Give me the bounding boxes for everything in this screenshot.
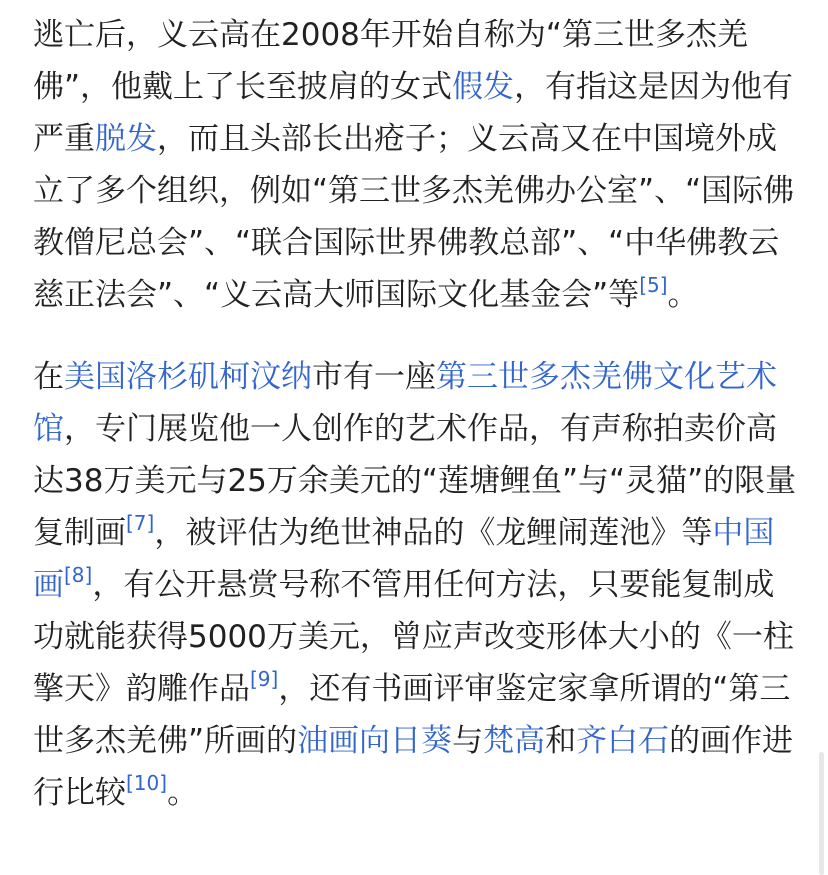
paragraph-text: 。 xyxy=(167,775,199,811)
scrollbar-thumb[interactable] xyxy=(819,752,824,875)
paragraph-text: 。 xyxy=(667,277,699,313)
link-van-gogh[interactable]: 梵高 xyxy=(483,723,546,759)
link-covina-los-angeles[interactable]: 美国洛杉矶柯汶纳 xyxy=(64,359,312,395)
paragraph-text: 和 xyxy=(545,723,577,759)
paragraph-text: ，有公开悬赏号称不管用任何方法，只要能复制成功就能获得5000万美元，曾应声改变形体大小的《一柱擎天》韵雕作品 xyxy=(33,567,794,707)
reference-10-link[interactable]: [10] xyxy=(126,771,168,795)
reference-8[interactable] xyxy=(64,563,92,587)
reference-5[interactable] xyxy=(639,273,667,297)
article-body xyxy=(33,0,803,819)
reference-7[interactable] xyxy=(126,511,154,535)
paragraph-text: ，有指这是因为他有严重 xyxy=(33,69,794,157)
reference-9-link[interactable]: [9] xyxy=(250,667,279,691)
paragraph-text: 在 xyxy=(33,359,64,395)
link-wig[interactable]: 假发 xyxy=(452,69,515,105)
paragraph-text: 与 xyxy=(452,723,484,759)
reference-5-link[interactable]: [5] xyxy=(639,273,668,297)
reference-7-link[interactable]: [7] xyxy=(126,511,155,535)
paragraph-text: 市有一座 xyxy=(312,359,436,395)
paragraph-text: 的画作进行比较 xyxy=(33,723,794,811)
paragraph xyxy=(33,351,803,819)
reference-9[interactable] xyxy=(250,667,278,691)
paragraph-text: ，专门展览他一人创作的艺术作品，有声称拍卖价高达38万美元与25万余美元的“莲塘鲤鱼”与“灵猫”的限量复制画 xyxy=(33,411,797,551)
reference-10[interactable] xyxy=(126,771,167,795)
link-hair-loss[interactable]: 脱发 xyxy=(95,121,157,157)
link-chinese-painting[interactable]: 中国画 xyxy=(33,515,775,603)
link-sunflowers-painting[interactable]: 油画向日葵 xyxy=(297,723,453,759)
reference-8-link[interactable]: [8] xyxy=(64,563,93,587)
paragraph-text: ，被评估为绝世神品的《龙鲤闹莲池》等 xyxy=(154,515,713,551)
paragraph-text: ，而且头部长出疮子；义云高又在中国境外成立了多个组织，例如“第三世多杰羌佛办公室”、“国际佛教僧尼总会”、“联合国际世界佛教总部”、“中华佛教云慈正法会”、“义云高大师国际文化基金会”等 xyxy=(33,121,795,313)
paragraph-text: 逃亡后，义云高在2008年开始自称为“第三世多杰羌佛”，他戴上了长至披肩的女式 xyxy=(33,17,748,105)
link-art-museum[interactable]: 第三世多杰羌佛文化艺术馆 xyxy=(33,359,777,447)
paragraph-text: ，还有书画评审鉴定家拿所谓的“第三世多杰羌佛”所画的 xyxy=(33,671,791,759)
link-qi-baishi[interactable]: 齐白石 xyxy=(576,723,670,759)
paragraph xyxy=(33,9,803,321)
